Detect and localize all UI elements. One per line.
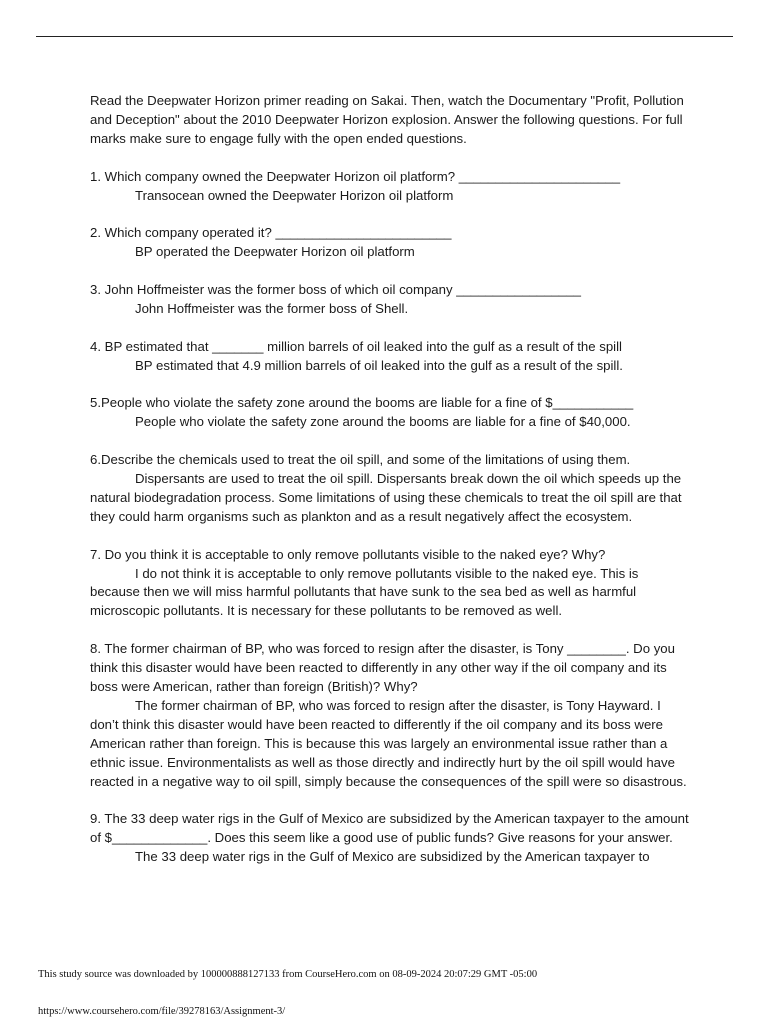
answer-text: People who violate the safety zone around the booms are liable for a fine of $40,000. [135,414,631,430]
question-text: 5.People who violate the safety zone around the booms are liable for a fine of $___________ [90,395,634,411]
question-item-3 [90,281,690,319]
answer-text: John Hoffmeister was the former boss of Shell. [135,300,409,316]
question-text: 4. BP estimated that _______ million barrels of oil leaked into the gulf as a result of the spill [90,338,622,354]
question-text: 1. Which company owned the Deepwater Horizon oil platform? ______________________ [90,168,621,184]
answer-text: BP operated the Deepwater Horizon oil platform [135,244,415,260]
answer-text: The 33 deep water rigs in the Gulf of Mexico are subsidized by the American taxpayer to [135,849,650,865]
question-text: 2. Which company operated it? ________________________ [90,225,452,241]
answer-text: Dispersants are used to treat the oil spill. Dispersants break down the oil which speeds up the natural biodegradation process. Some limitations of using these chemicals to treat the oil spill are that they could harm organisms such as plankton and as a result negatively affect the ecosystem. [90,471,682,524]
question-item-9 [90,810,690,867]
answer-text: Transocean owned the Deepwater Horizon oil platform [135,187,454,203]
intro-paragraph: Read the Deepwater Horizon primer reading on Sakai. Then, watch the Documentary "Profit, Pollution and Deception" about the 2010 Deepwater Horizon explosion. Answer the following questions. For full marks make sure to engage fully with the open ended questions. [90,93,684,146]
question-item-5 [90,394,690,432]
question-item-8 [90,640,690,791]
question-text: 6.Describe the chemicals used to treat the oil spill, and some of the limitations of using them. [90,452,631,468]
question-item-1 [90,168,690,206]
header-rule [36,36,733,37]
answer-text: I do not think it is acceptable to only remove pollutants visible to the naked eye. This is because then we will miss harmful pollutants that have sunk to the sea bed as well as harmful microscopic pollutants. It is necessary for these pollutants to be removed as well. [90,565,639,619]
download-notice: This study source was downloaded by 100000888127133 from CourseHero.com on 08-09-2024 20:07:29 GMT -05:00 [38,969,538,980]
question-text: 3. John Hoffmeister was the former boss of which oil company _________________ [90,282,581,298]
answer-text: BP estimated that 4.9 million barrels of oil leaked into the gulf as a result of the spill. [135,357,623,373]
answer-text: The former chairman of BP, who was forced to resign after the disaster, is Tony Hayward. I don’t think this disaster would have been reacted to differently if the oil company and its boss were American rather than foreign. This is because this was largely an environmental issue rather than a ethnic issue. Environmentalists as well as those directly and indirectly hurt by the oil spill would have reacted in a negative way to oil spill, simply because the consequences of the spill were so disastrous. [90,697,687,789]
source-url-link[interactable]: https://www.coursehero.com/file/39278163/Assignment-3/ [38,1006,286,1017]
question-text: 9. The 33 deep water rigs in the Gulf of Mexico are subsidized by the American taxpayer to the amount of $_____________. Does this seem like a good use of public funds? Give reasons for your answer. [90,811,689,846]
document-body [90,92,690,886]
question-item-6 [90,451,690,527]
question-item-7 [90,546,690,622]
question-text: 8. The former chairman of BP, who was forced to resign after the disaster, is Tony ________. Do you think this disaster would have been reacted to differently in any other way if the oil company and its boss were American, rather than foreign (British)? Why? [90,641,675,694]
question-item-4 [90,338,690,376]
question-text: 7. Do you think it is acceptable to only remove pollutants visible to the naked eye? Why? [90,546,606,562]
question-item-2 [90,224,690,262]
